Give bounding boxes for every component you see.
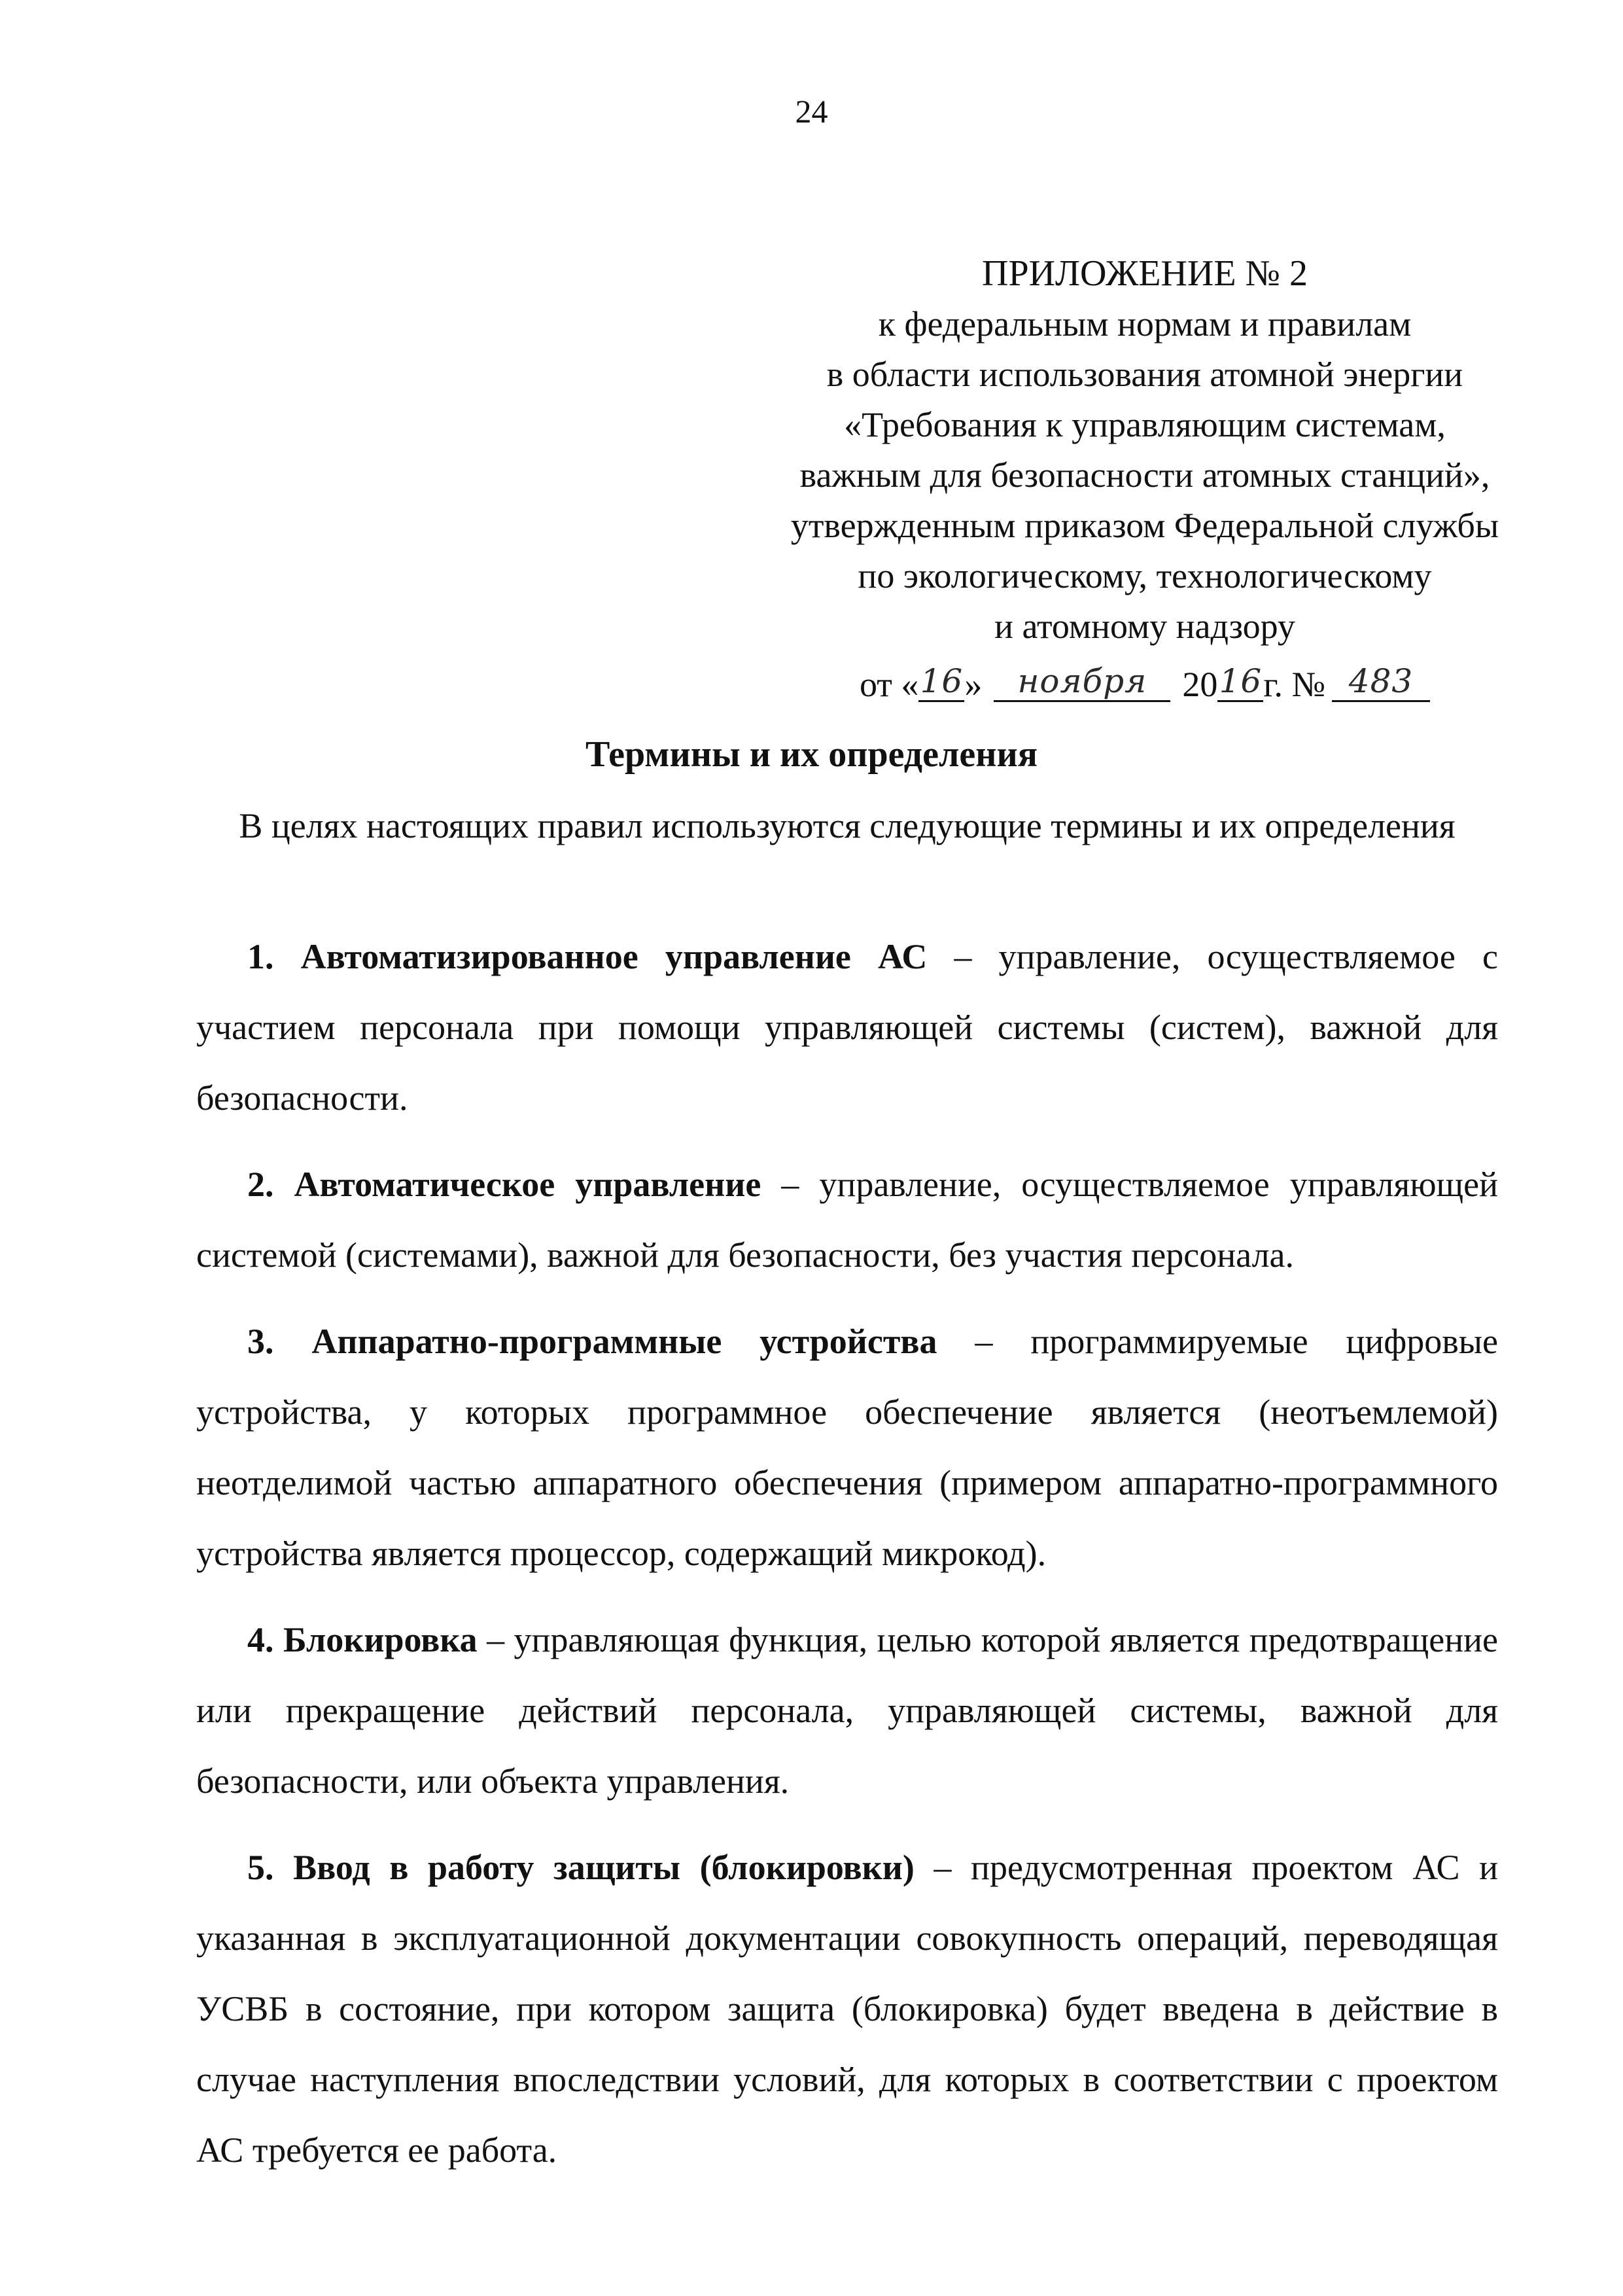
date-day-field [918, 660, 964, 702]
order-number-handwritten: 483 [1348, 662, 1414, 700]
intro-paragraph: В целях настоящих правил используются следующие термины и их определения [239, 806, 1456, 845]
terms-list [196, 921, 1498, 2201]
appendix-line-1: к федеральным нормам и правилам [878, 304, 1412, 344]
term-item [196, 921, 1498, 1133]
date-prefix: от « [860, 665, 919, 704]
appendix-line-7: и атомному надзору [994, 607, 1295, 646]
term-definition: – управление, осуществляемое управляющей системой (системами), важной для безопасности, без участия персонала. [196, 1165, 1498, 1275]
term-item [196, 1832, 1498, 2185]
term-definition: – управляющая функция, целью которой является предотвращение или прекращение действий персонала, управляющей системы, важной для безопасности, или объекта управления. [196, 1620, 1498, 1801]
term-item [196, 1306, 1498, 1589]
date-year-tail: г. № [1263, 665, 1325, 704]
term-definition: – программируемые цифровые устройства, у которых программное обеспечение является (неотъемлемой) неотделимой частью аппаратного обеспечения (примером аппаратно-программного устройства является процессор, содержащий микрокод). [196, 1322, 1498, 1573]
term-name: 3. Аппаратно-программные устройства [247, 1322, 937, 1361]
section-title: Термины и их определения [585, 734, 1038, 775]
date-year-handwritten: 16 [1219, 662, 1263, 700]
term-name: 1. Автоматизированное управление АС [247, 937, 928, 976]
appendix-line-2: в области использования атомной энергии [826, 355, 1463, 394]
order-number-field [1332, 660, 1430, 702]
page-number: 24 [795, 93, 828, 130]
date-year-field [1217, 660, 1263, 702]
appendix-line-5: утвержденным приказом Федеральной службы [790, 506, 1499, 545]
date-day-handwritten: 16 [920, 662, 964, 700]
term-item [196, 1604, 1498, 1816]
term-name: 2. Автоматическое управление [247, 1165, 761, 1204]
order-date-line [713, 660, 1577, 710]
appendix-line-3: «Требования к управляющим системам, [844, 405, 1446, 444]
term-name: 5. Ввод в работу защиты (блокировки) [247, 1848, 915, 1887]
date-year-prefix: 20 [1182, 665, 1218, 704]
term-name: 4. Блокировка [247, 1620, 478, 1659]
date-month-handwritten: ноября [1017, 662, 1147, 700]
appendix-title: ПРИЛОЖЕНИЕ № 2 [982, 253, 1308, 294]
appendix-line-4: важным для безопасности атомных станций», [799, 455, 1490, 495]
date-month-field [994, 660, 1170, 702]
date-quote-close: » [964, 665, 983, 704]
appendix-header [713, 249, 1577, 710]
term-item [196, 1149, 1498, 1290]
term-definition: – предусмотренная проектом АС и указанная в эксплуатационной документации совокупность операций, переводящая УСВБ в состояние, при котором защита (блокировка) будет введена в действие в случае наступления впоследствии условий, для которых в соответствии с проектом АС требуется ее работа. [196, 1848, 1499, 2170]
term-definition: – управление, осуществляемое с участием персонала при помощи управляющей системы (систем), важной для безопасности. [196, 937, 1498, 1118]
appendix-line-6: по экологическому, технологическому [858, 556, 1432, 595]
